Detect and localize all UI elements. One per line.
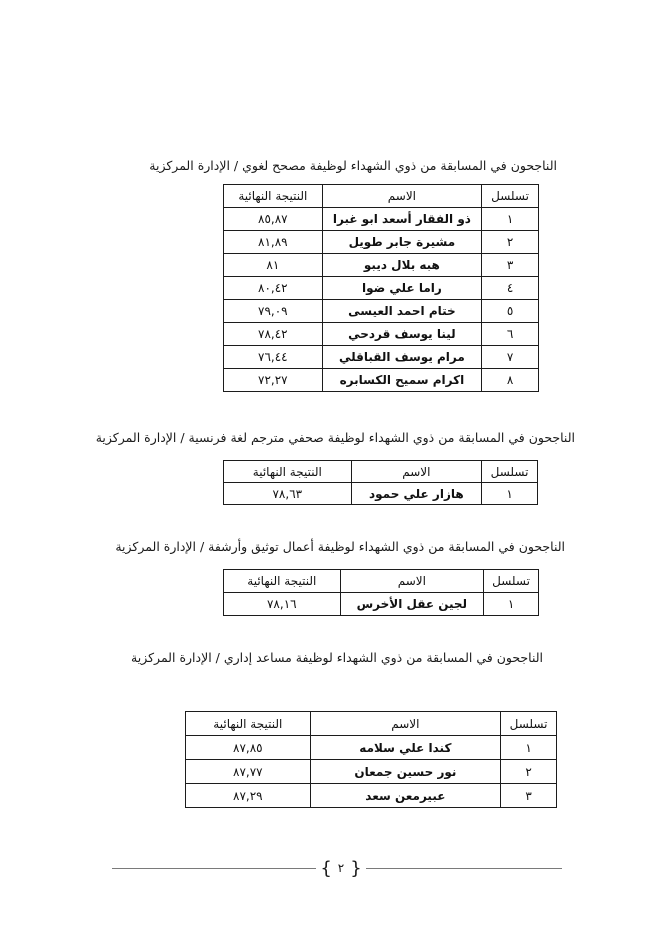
header-serial: تسلسل: [482, 185, 539, 208]
row-result: ٨١: [224, 254, 323, 277]
table-row: [186, 760, 557, 784]
table-row: [224, 277, 539, 300]
table-header-row: [224, 185, 539, 208]
page-number-value: ٢: [337, 861, 345, 875]
row-result: ٧٦,٤٤: [224, 346, 323, 369]
row-serial: ٧: [482, 346, 539, 369]
row-result: ٧٨,٦٣: [224, 483, 352, 505]
page-number: [312, 854, 370, 882]
row-name: عبيرمعن سعد: [310, 784, 500, 808]
page-bracket-close: }: [350, 857, 362, 879]
row-serial: ١: [501, 736, 557, 760]
row-result: ٧٨,٤٢: [224, 323, 323, 346]
header-name: الاسم: [340, 570, 484, 593]
row-name: راما علي ضوا: [322, 277, 481, 300]
row-result: ٨٥,٨٧: [224, 208, 323, 231]
row-result: ٧٨,١٦: [224, 593, 341, 616]
row-serial: ٣: [501, 784, 557, 808]
table-header-row: [224, 570, 539, 593]
table-row: [224, 231, 539, 254]
row-name: هازار علي حمود: [351, 483, 482, 505]
row-serial: ١: [484, 593, 539, 616]
row-name: ختام احمد العيسى: [322, 300, 481, 323]
row-name: لينا يوسف قردحي: [322, 323, 481, 346]
row-result: ٧٢,٢٧: [224, 369, 323, 392]
row-serial: ٢: [482, 231, 539, 254]
table-row: [224, 300, 539, 323]
row-serial: ٥: [482, 300, 539, 323]
row-serial: ٤: [482, 277, 539, 300]
table-row: [224, 346, 539, 369]
table-header-row: [186, 712, 557, 736]
table-row: [224, 208, 539, 231]
footer-divider-right: [366, 868, 562, 869]
table-row: [186, 736, 557, 760]
row-result: ٨٠,٤٢: [224, 277, 323, 300]
page-bracket-open: {: [320, 857, 332, 879]
table-row: [224, 483, 538, 505]
row-name: كندا علي سلامه: [310, 736, 500, 760]
header-result: النتيجة النهائية: [224, 185, 323, 208]
row-result: ٨٧,٢٩: [186, 784, 311, 808]
row-serial: ١: [482, 483, 538, 505]
header-serial: تسلسل: [482, 461, 538, 483]
results-table-proofreader: [223, 184, 539, 392]
row-result: ٨٧,٧٧: [186, 760, 311, 784]
row-name: مشيرة جابر طويل: [322, 231, 481, 254]
footer-divider-left: [112, 868, 316, 869]
results-table-archiving: [223, 569, 539, 616]
results-table-french-translator: [223, 460, 538, 505]
table-row: [224, 593, 539, 616]
row-name: اكرام سميح الكسابره: [322, 369, 481, 392]
row-serial: ١: [482, 208, 539, 231]
row-serial: ٦: [482, 323, 539, 346]
row-name: هبه بلال ديبو: [322, 254, 481, 277]
row-name: مرام يوسف القباقلي: [322, 346, 481, 369]
section-title-proofreader: الناجحون في المسابقة من ذوي الشهداء لوظيفة مصحح لغوي / الإدارة المركزية: [149, 158, 557, 173]
section-title-archiving: الناجحون في المسابقة من ذوي الشهداء لوظيفة أعمال توثيق وأرشفة / الإدارة المركزية: [115, 539, 565, 554]
results-table-admin-assistant: [185, 711, 557, 808]
header-name: الاسم: [310, 712, 500, 736]
table-row: [224, 369, 539, 392]
header-serial: تسلسل: [484, 570, 539, 593]
table-row: [186, 784, 557, 808]
section-title-admin-assistant: الناجحون في المسابقة من ذوي الشهداء لوظيفة مساعد إداري / الإدارة المركزية: [131, 650, 543, 665]
row-name: نور حسين جمعان: [310, 760, 500, 784]
header-result: النتيجة النهائية: [186, 712, 311, 736]
row-serial: ٨: [482, 369, 539, 392]
row-result: ٧٩,٠٩: [224, 300, 323, 323]
row-result: ٨١,٨٩: [224, 231, 323, 254]
row-name: ذو الفقار أسعد ابو غبرا: [322, 208, 481, 231]
header-name: الاسم: [322, 185, 481, 208]
row-name: لجين عقل الأخرس: [340, 593, 484, 616]
row-serial: ٢: [501, 760, 557, 784]
table-row: [224, 323, 539, 346]
header-serial: تسلسل: [501, 712, 557, 736]
header-result: النتيجة النهائية: [224, 570, 341, 593]
section-title-french-translator: الناجحون في المسابقة من ذوي الشهداء لوظيفة صحفي مترجم لغة فرنسية / الإدارة المركزية: [95, 430, 575, 445]
table-row: [224, 254, 539, 277]
row-serial: ٣: [482, 254, 539, 277]
header-result: النتيجة النهائية: [224, 461, 352, 483]
header-name: الاسم: [351, 461, 482, 483]
row-result: ٨٧,٨٥: [186, 736, 311, 760]
table-header-row: [224, 461, 538, 483]
